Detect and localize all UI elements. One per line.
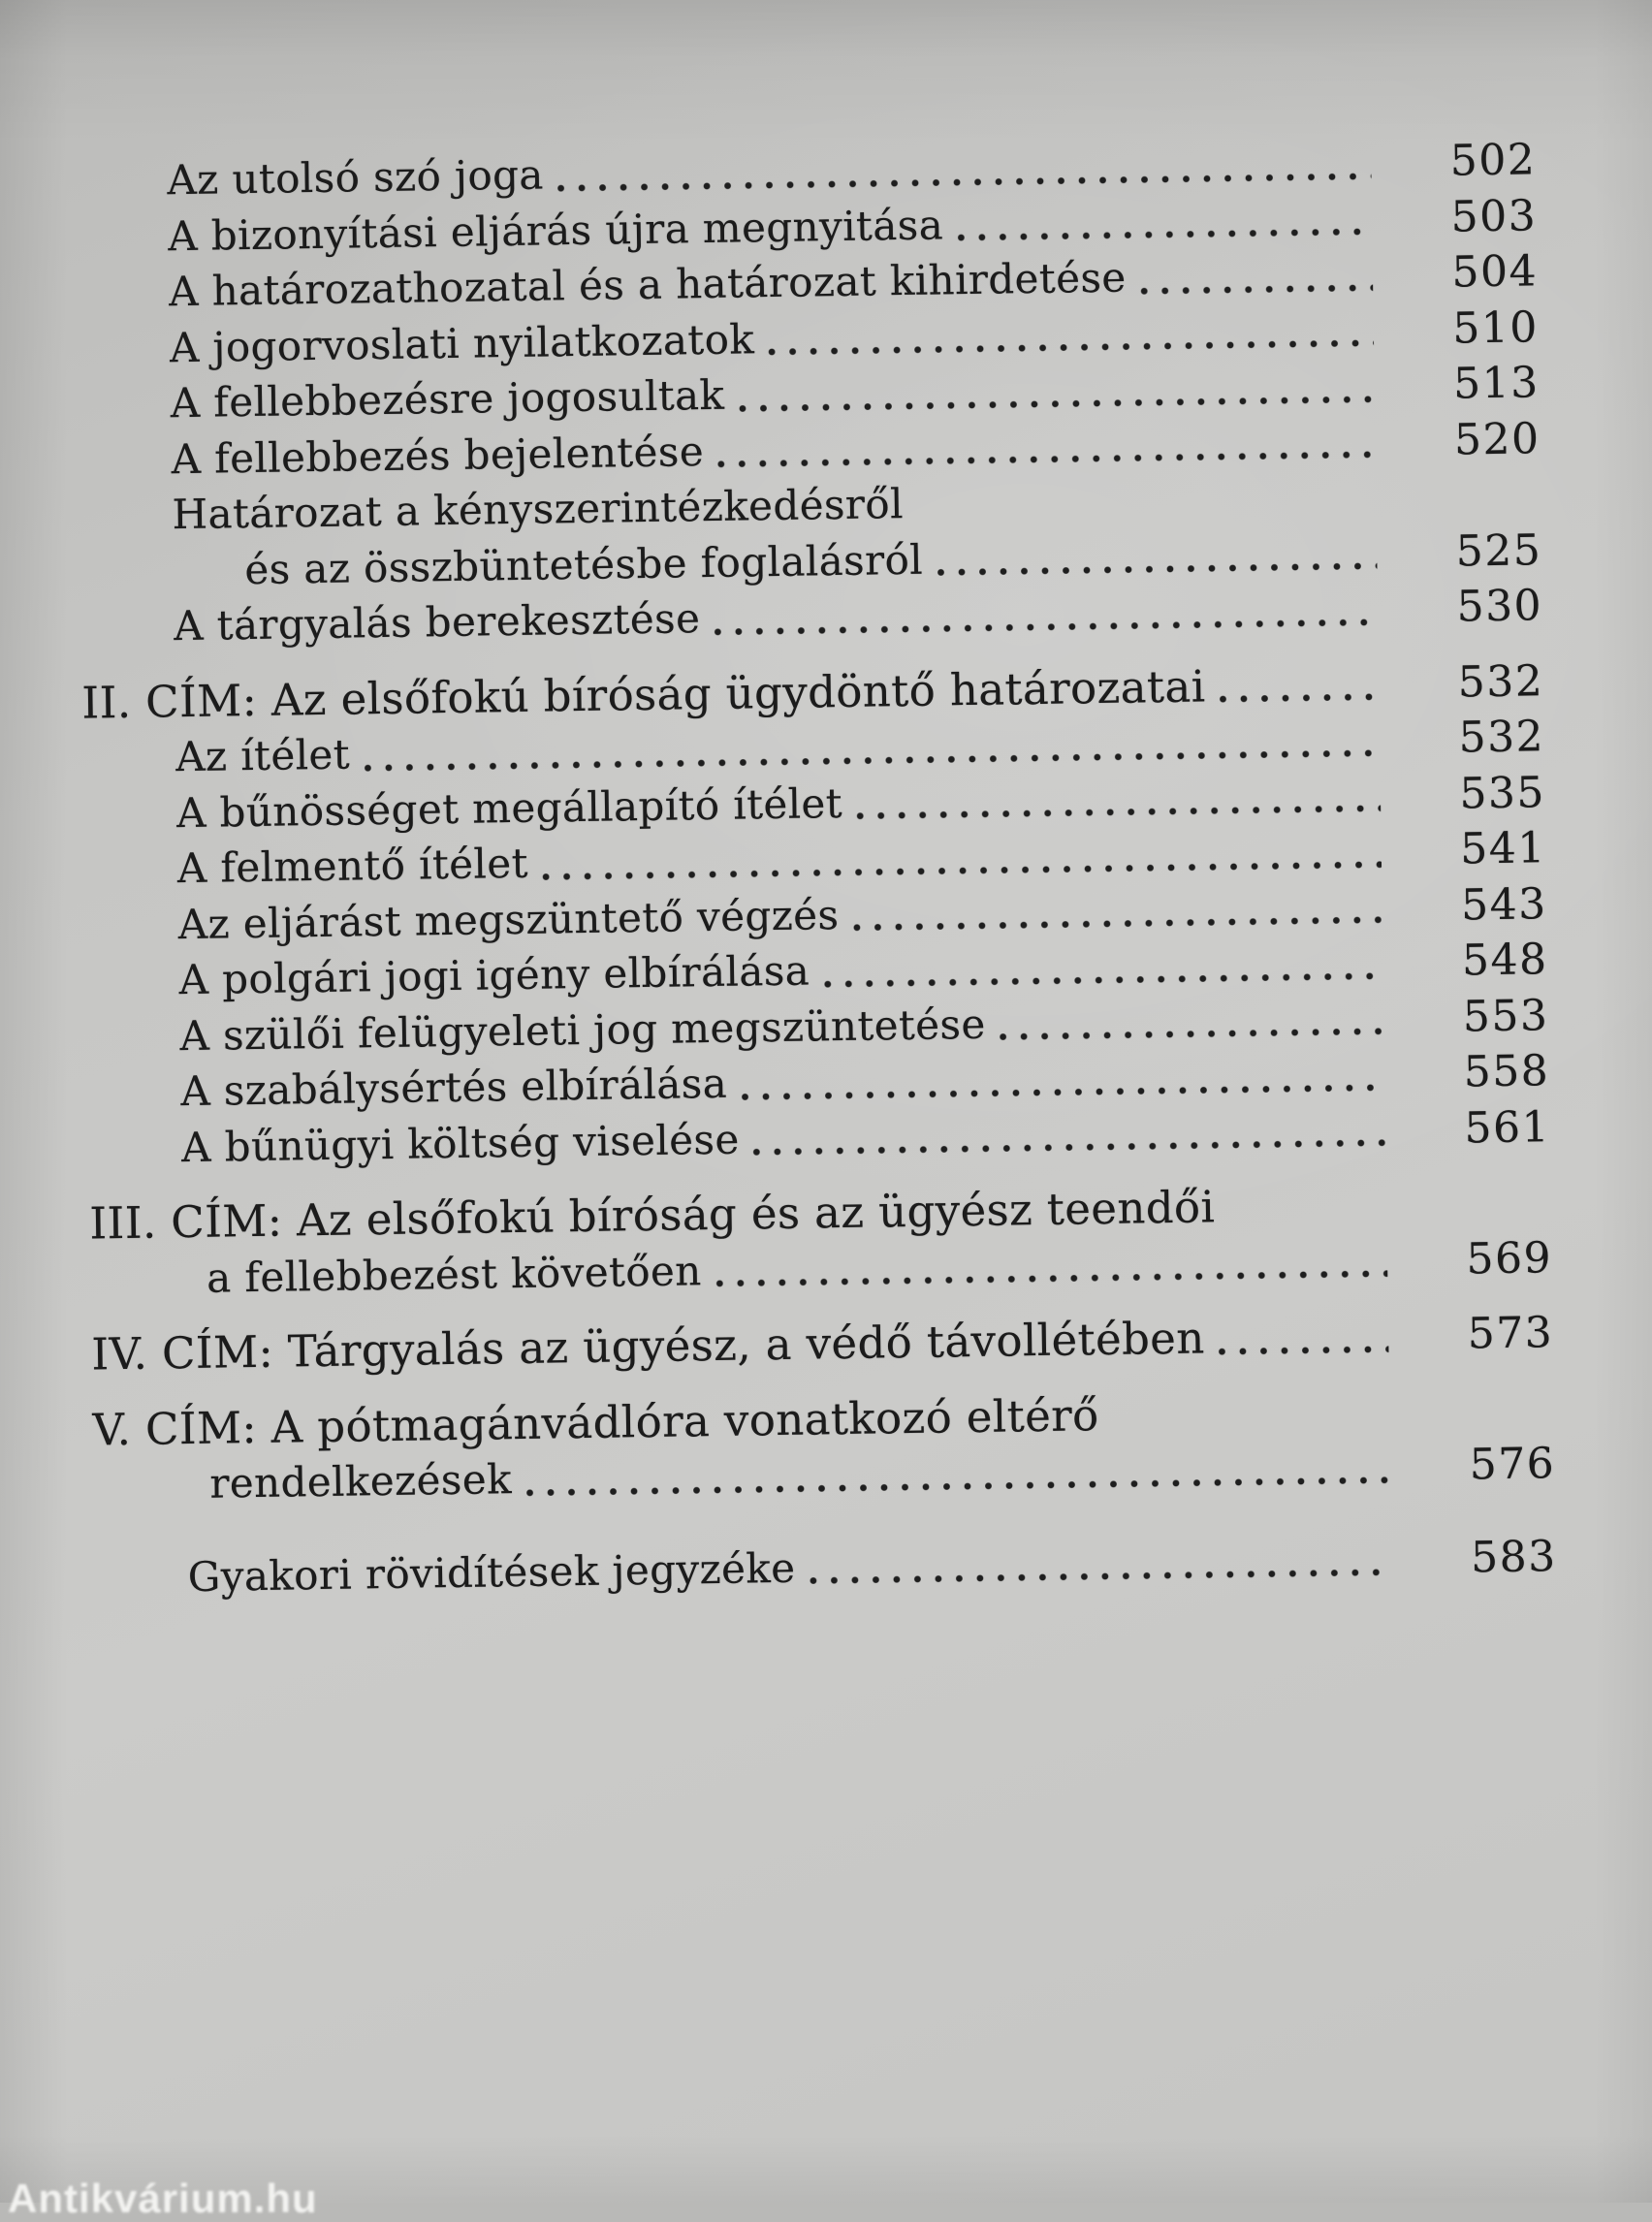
dot-leader [937, 562, 1377, 577]
toc-page-number: 520 [1453, 413, 1541, 465]
dot-leader [364, 748, 1380, 772]
toc-entry-label: A szülői felügyeleti jog megszüntetése [179, 1000, 986, 1060]
toc-entry-label: a fellebbezést követően [206, 1246, 703, 1302]
toc-page-number: 525 [1455, 524, 1542, 577]
dot-leader [542, 860, 1382, 880]
dot-leader [525, 1476, 1391, 1496]
dot-leader [1140, 283, 1374, 295]
toc-section-label: V. CÍM: A pótmagánvádlóra vonatkozó eltérő [92, 1388, 1099, 1456]
toc-page-number: 553 [1462, 990, 1549, 1041]
toc-page-number: 535 [1459, 767, 1546, 819]
toc-entry-label: A bizonyítási eljárás újra megnyitása [167, 200, 944, 260]
toc-entry-label: és az összbüntetésbe foglalásról [244, 535, 924, 593]
toc-page-number: 583 [1470, 1531, 1558, 1582]
toc-page-number: 532 [1458, 712, 1545, 763]
dot-leader [753, 1139, 1386, 1157]
toc-entry-label: Az utolsó szó joga [167, 150, 545, 205]
toc-entry-label: A felmentő ítélet [176, 839, 529, 893]
dot-leader [714, 618, 1378, 635]
toc-page-number: 502 [1449, 135, 1537, 186]
dot-leader [823, 971, 1383, 988]
toc-entry-label: A tárgyalás berekesztése [173, 594, 701, 651]
watermark: Antikvárium.hu [8, 2175, 318, 2221]
toc-page-number: 530 [1456, 581, 1543, 632]
toc-page-number: 513 [1452, 358, 1541, 409]
toc-page-number: 504 [1451, 246, 1539, 298]
dot-leader [557, 172, 1372, 191]
dot-leader [856, 805, 1381, 820]
table-of-contents [0, 132, 1557, 1606]
dot-leader [738, 395, 1374, 412]
dot-leader [1000, 1028, 1384, 1041]
toc-entry-label: A határozathozatal és a határozat kihirdetése [168, 253, 1127, 316]
toc-row [20, 1529, 1557, 1607]
toc-page-number: 543 [1460, 878, 1548, 931]
toc-page-number: 548 [1461, 935, 1548, 986]
toc-entry-label: A fellebbezés bejelentése [171, 427, 705, 483]
toc-page-number: 569 [1466, 1232, 1553, 1284]
dot-leader [717, 451, 1376, 468]
toc-section-label: III. CÍM: Az elsőfokú bíróság és az ügyész teendői [88, 1181, 1216, 1250]
toc-page-number: 532 [1457, 655, 1544, 708]
dot-leader [853, 916, 1382, 932]
toc-entry-label: A szabálysértés elbírálása [179, 1059, 728, 1116]
toc-entry-label: A bűnügyi költség viselése [180, 1115, 740, 1171]
toc-entry-label: A bűnösséget megállapító ítélet [175, 778, 843, 837]
dot-leader [768, 339, 1374, 356]
toc-entry-label: Gyakori rövidítések jegyzéke [187, 1543, 796, 1601]
toc-entry-label: Az ítélet [175, 730, 351, 781]
toc-entry-label: A jogorvoslati nyilatkozatok [169, 314, 755, 371]
toc-entry-label: A polgári jogi igény elbírálása [178, 946, 810, 1004]
toc-section-label: IV. CÍM: Tárgyalás az ügyész, a védő távollétében [90, 1312, 1206, 1381]
toc-page-number: 573 [1467, 1308, 1554, 1359]
toc-page-number: 510 [1451, 302, 1540, 354]
toc-page-number: 503 [1450, 190, 1538, 242]
dot-leader [741, 1083, 1384, 1100]
toc-entry-label: rendelkezések [209, 1455, 513, 1508]
toc-page-number: 561 [1464, 1101, 1551, 1153]
dot-leader [715, 1270, 1388, 1287]
toc-entry-label: Határozat a kényszerintézkedésről [172, 479, 905, 539]
toc-page-number: 558 [1463, 1046, 1550, 1097]
toc-entry-label: Az eljárást megszüntető végzés [177, 890, 840, 948]
dot-leader [957, 228, 1372, 241]
toc-page-number: 576 [1469, 1439, 1556, 1490]
toc-section-label: II. CÍM: Az elsőfokú bíróság ügydöntő határozatai [81, 659, 1206, 729]
toc-page-number: 541 [1459, 823, 1547, 874]
dot-leader [810, 1569, 1392, 1585]
toc-section-row [17, 1305, 1554, 1383]
toc-entry-label: A fellebbezésre jogosultak [170, 370, 725, 428]
dot-leader [1220, 693, 1380, 703]
dot-leader [1219, 1345, 1389, 1355]
